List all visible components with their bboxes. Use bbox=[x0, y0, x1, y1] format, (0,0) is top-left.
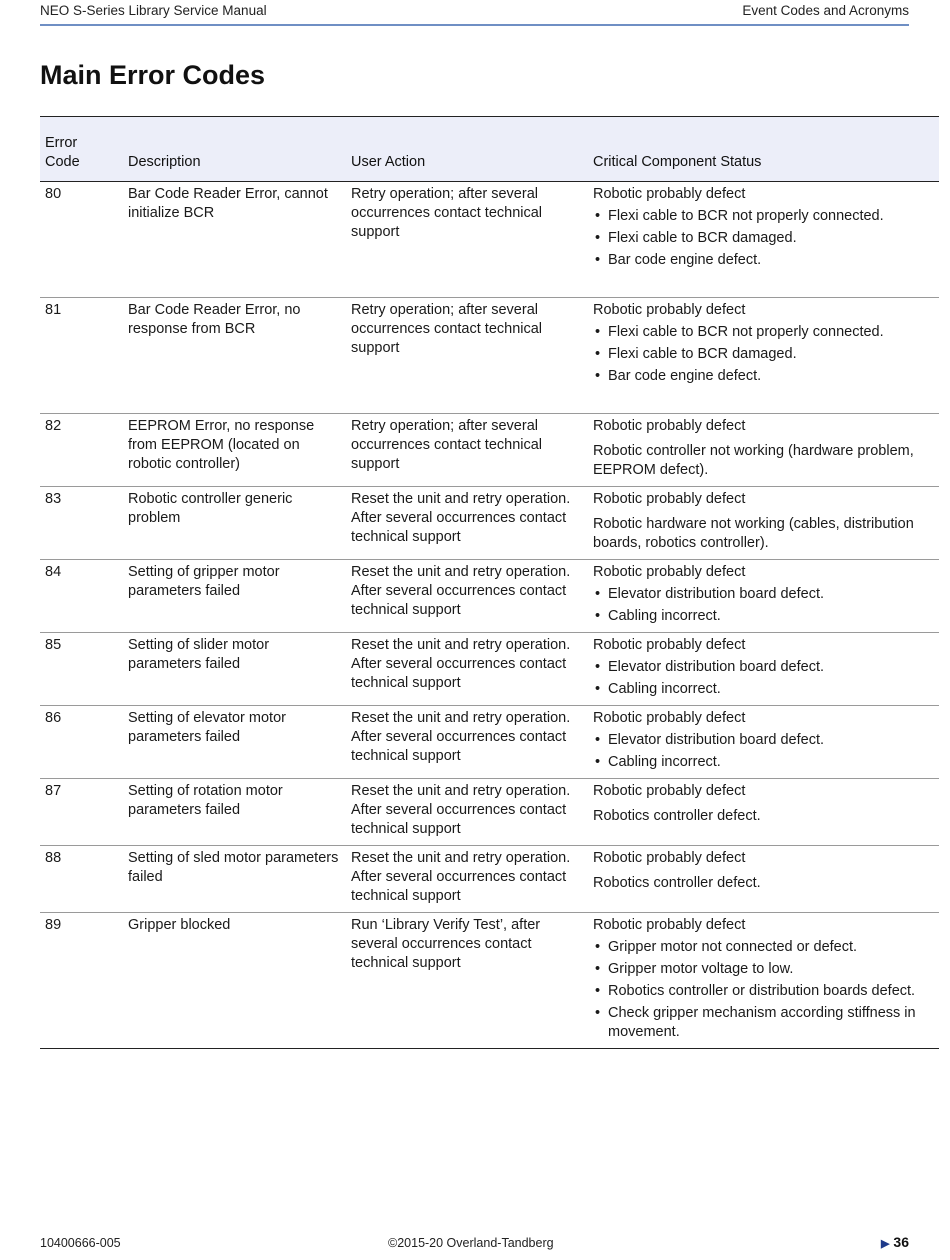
component-status-cell bbox=[588, 560, 939, 633]
component-status-cell bbox=[588, 846, 939, 913]
table-row bbox=[40, 487, 939, 560]
status-bullet-list bbox=[593, 938, 934, 1042]
table-row bbox=[40, 706, 939, 779]
status-heading: Robotic probably defect bbox=[593, 186, 746, 202]
error-code-cell: 82 bbox=[40, 414, 123, 487]
table-row bbox=[40, 560, 939, 633]
manual-title: NEO S-Series Library Service Manual bbox=[40, 3, 267, 18]
component-status-cell bbox=[588, 487, 939, 560]
component-status-cell bbox=[588, 633, 939, 706]
status-bullet-list bbox=[593, 658, 934, 699]
error-code-cell: 81 bbox=[40, 298, 123, 414]
status-bullet-item: • Elevator distribution board defect. bbox=[593, 731, 934, 750]
error-code-cell: 87 bbox=[40, 779, 123, 846]
page-number bbox=[881, 1234, 909, 1250]
error-code-cell: 80 bbox=[40, 182, 123, 298]
user-action-cell: Reset the unit and retry operation. After several occurrences contact technical support bbox=[346, 846, 588, 913]
status-note: Robotics controller defect. bbox=[593, 875, 761, 891]
page-footer bbox=[40, 1234, 909, 1254]
status-bullet-list bbox=[593, 323, 934, 386]
error-codes-table bbox=[40, 116, 939, 1049]
error-code-cell: 88 bbox=[40, 846, 123, 913]
error-code-cell: 85 bbox=[40, 633, 123, 706]
status-heading: Robotic probably defect bbox=[593, 710, 746, 726]
description-cell: Setting of slider motor parameters failed bbox=[123, 633, 346, 706]
table-row bbox=[40, 913, 939, 1049]
column-header-user-action: User Action bbox=[346, 117, 588, 182]
page-number-value: 36 bbox=[893, 1234, 909, 1250]
status-note: Robotics controller defect. bbox=[593, 808, 761, 824]
column-header-error-code: Error Code bbox=[40, 117, 123, 182]
status-bullet-item: • Elevator distribution board defect. bbox=[593, 658, 934, 677]
table-row bbox=[40, 414, 939, 487]
status-heading: Robotic probably defect bbox=[593, 302, 746, 318]
status-bullet-item: • Check gripper mechanism according stiffness in movement. bbox=[593, 1004, 934, 1042]
component-status-cell bbox=[588, 182, 939, 298]
status-bullet-item: • Cabling incorrect. bbox=[593, 680, 934, 699]
user-action-cell: Retry operation; after several occurrences contact technical support bbox=[346, 298, 588, 414]
table-body bbox=[40, 182, 939, 1049]
table-row bbox=[40, 846, 939, 913]
triangle-right-icon: ▶ bbox=[880, 1238, 890, 1250]
user-action-cell: Reset the unit and retry operation. After several occurrences contact technical support bbox=[346, 779, 588, 846]
column-header-description: Description bbox=[123, 117, 346, 182]
table-row bbox=[40, 779, 939, 846]
component-status-cell bbox=[588, 913, 939, 1049]
user-action-cell: Retry operation; after several occurrences contact technical support bbox=[346, 414, 588, 487]
column-header-component-status: Critical Component Status bbox=[588, 117, 939, 182]
component-status-cell bbox=[588, 779, 939, 846]
description-cell: EEPROM Error, no response from EEPROM (located on robotic controller) bbox=[123, 414, 346, 487]
status-bullet-item: • Flexi cable to BCR damaged. bbox=[593, 229, 934, 248]
user-action-cell: Reset the unit and retry operation. After several occurrences contact technical support bbox=[346, 560, 588, 633]
description-cell: Gripper blocked bbox=[123, 913, 346, 1049]
table-header-row bbox=[40, 117, 939, 182]
component-status-cell bbox=[588, 706, 939, 779]
component-status-cell bbox=[588, 298, 939, 414]
status-note: Robotic controller not working (hardware problem, EEPROM defect). bbox=[593, 443, 914, 478]
status-bullet-item: • Bar code engine defect. bbox=[593, 367, 934, 386]
status-heading: Robotic probably defect bbox=[593, 783, 746, 799]
status-bullet-item: • Cabling incorrect. bbox=[593, 607, 934, 626]
user-action-cell: Retry operation; after several occurrences contact technical support bbox=[346, 182, 588, 298]
section-title: Event Codes and Acronyms bbox=[742, 3, 909, 18]
status-bullet-item: • Gripper motor not connected or defect. bbox=[593, 938, 934, 957]
description-cell: Setting of rotation motor parameters failed bbox=[123, 779, 346, 846]
copyright: ©2015-20 Overland-Tandberg bbox=[388, 1236, 554, 1250]
user-action-cell: Reset the unit and retry operation. After several occurrences contact technical support bbox=[346, 706, 588, 779]
user-action-cell: Reset the unit and retry operation. After several occurrences contact technical support bbox=[346, 633, 588, 706]
description-cell: Setting of sled motor parameters failed bbox=[123, 846, 346, 913]
status-heading: Robotic probably defect bbox=[593, 418, 746, 434]
status-heading: Robotic probably defect bbox=[593, 917, 746, 933]
page-title: Main Error Codes bbox=[40, 60, 266, 90]
status-bullet-item: • Gripper motor voltage to low. bbox=[593, 960, 934, 979]
status-heading: Robotic probably defect bbox=[593, 491, 746, 507]
table-row bbox=[40, 633, 939, 706]
table-row bbox=[40, 182, 939, 298]
status-bullet-item: • Flexi cable to BCR damaged. bbox=[593, 345, 934, 364]
error-code-cell: 84 bbox=[40, 560, 123, 633]
status-note: Robotic hardware not working (cables, distribution boards, robotics controller). bbox=[593, 516, 914, 551]
status-bullet-item: • Cabling incorrect. bbox=[593, 753, 934, 772]
status-bullet-list bbox=[593, 731, 934, 772]
table-row bbox=[40, 298, 939, 414]
error-code-cell: 86 bbox=[40, 706, 123, 779]
status-heading: Robotic probably defect bbox=[593, 564, 746, 580]
status-bullet-list bbox=[593, 207, 934, 270]
page-header bbox=[40, 2, 909, 26]
status-heading: Robotic probably defect bbox=[593, 637, 746, 653]
status-bullet-item: • Robotics controller or distribution boards defect. bbox=[593, 982, 934, 1001]
description-cell: Bar Code Reader Error, no response from BCR bbox=[123, 298, 346, 414]
status-bullet-item: • Flexi cable to BCR not properly connected. bbox=[593, 323, 934, 342]
error-code-cell: 83 bbox=[40, 487, 123, 560]
description-cell: Bar Code Reader Error, cannot initialize BCR bbox=[123, 182, 346, 298]
status-bullet-list bbox=[593, 585, 934, 626]
document-number: 10400666-005 bbox=[40, 1236, 121, 1250]
user-action-cell: Reset the unit and retry operation. After several occurrences contact technical support bbox=[346, 487, 588, 560]
user-action-cell: Run ‘Library Verify Test’, after several occurrences contact technical support bbox=[346, 913, 588, 1049]
status-bullet-item: • Elevator distribution board defect. bbox=[593, 585, 934, 604]
error-code-cell: 89 bbox=[40, 913, 123, 1049]
description-cell: Setting of gripper motor parameters failed bbox=[123, 560, 346, 633]
description-cell: Robotic controller generic problem bbox=[123, 487, 346, 560]
component-status-cell bbox=[588, 414, 939, 487]
status-bullet-item: • Flexi cable to BCR not properly connected. bbox=[593, 207, 934, 226]
status-bullet-item: • Bar code engine defect. bbox=[593, 251, 934, 270]
description-cell: Setting of elevator motor parameters failed bbox=[123, 706, 346, 779]
status-heading: Robotic probably defect bbox=[593, 850, 746, 866]
